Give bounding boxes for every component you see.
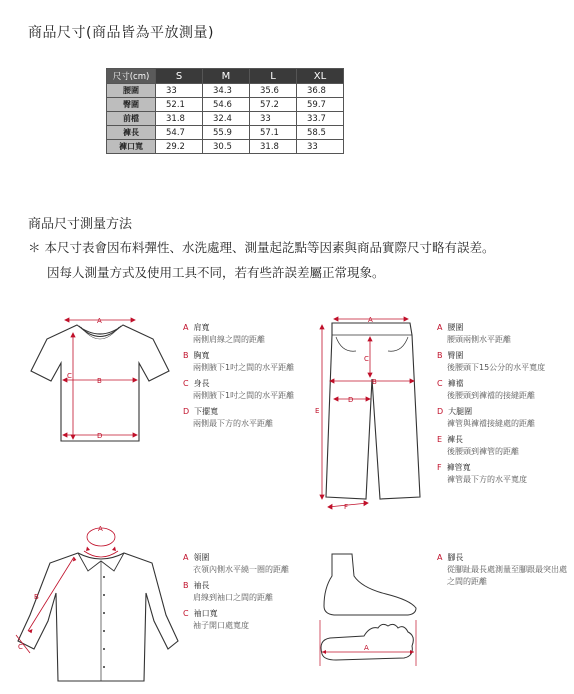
- table-cell: 33: [297, 140, 344, 154]
- row-label: 臀圍: [107, 98, 156, 112]
- foot-side-view: [324, 554, 416, 615]
- table-cell: 34.3: [203, 84, 250, 98]
- table-cell: 29.2: [156, 140, 203, 154]
- table-row: [107, 84, 344, 98]
- legend-item: C 褲襠 後腰頭到褲襠的接縫距離: [437, 379, 535, 400]
- table-cell: 54.6: [203, 98, 250, 112]
- mark-c: C: [67, 372, 72, 380]
- size-table-corner: 尺寸(cm): [107, 69, 156, 84]
- mark-b: B: [97, 377, 102, 385]
- table-row: [107, 126, 344, 140]
- shirt-diagram: [8, 515, 180, 685]
- mark-a: A: [98, 525, 103, 533]
- legend-item: A 肩寬 兩側肩線之間的距離: [183, 323, 265, 344]
- mark-c: C: [364, 355, 369, 363]
- mark-a: A: [364, 644, 369, 652]
- table-cell: 33.7: [297, 112, 344, 126]
- table-row: [107, 112, 344, 126]
- table-cell: 30.5: [203, 140, 250, 154]
- table-cell: 57.2: [250, 98, 297, 112]
- legend-item: C 袖口寬 袖子開口處寬度: [183, 609, 249, 630]
- size-col-l: L: [250, 69, 297, 84]
- table-row: [107, 140, 344, 154]
- legend-item: F 褲管寬 褲管最下方的水平寬度: [437, 463, 527, 484]
- table-cell: 31.8: [250, 140, 297, 154]
- method-title: 商品尺寸測量方法: [28, 217, 133, 232]
- shirt-legend: [183, 552, 289, 636]
- pants-outline: [326, 323, 420, 499]
- row-label: 腰圍: [107, 84, 156, 98]
- legend-item: A 腰圍 腰頭兩側水平距離: [437, 323, 511, 344]
- page-title: 商品尺寸(商品皆為平放測量): [28, 25, 214, 41]
- row-label: 前檔: [107, 112, 156, 126]
- table-cell: 33: [250, 112, 297, 126]
- tshirt-legend: [183, 322, 294, 434]
- mark-d: D: [97, 432, 103, 440]
- foot-top-view: [321, 624, 413, 660]
- mark-f: F: [344, 503, 349, 511]
- row-label: 褲口寬: [107, 140, 156, 154]
- pants-diagram: [312, 313, 427, 513]
- mark-b: B: [372, 378, 377, 386]
- table-cell: 35.6: [250, 84, 297, 98]
- size-col-xl: XL: [297, 69, 344, 84]
- legend-item: B 臀圍 後腰頭下15公分的水平寬度: [437, 351, 546, 372]
- legend-item: E 褲長 後腰頭到褲管的距離: [437, 435, 519, 456]
- mark-a: A: [368, 316, 373, 324]
- table-row: [107, 98, 344, 112]
- mark-a: A: [97, 317, 102, 325]
- foot-legend: [437, 552, 567, 592]
- table-cell: 52.1: [156, 98, 203, 112]
- mark-e: E: [315, 407, 320, 415]
- table-cell: 33: [156, 84, 203, 98]
- table-cell: 59.7: [297, 98, 344, 112]
- table-cell: 32.4: [203, 112, 250, 126]
- size-col-s: S: [156, 69, 203, 84]
- tshirt-diagram: [25, 313, 175, 448]
- size-col-m: M: [203, 69, 250, 84]
- table-cell: 58.5: [297, 126, 344, 140]
- mark-c: C: [18, 643, 23, 651]
- mark-d: D: [348, 396, 354, 404]
- table-cell: 57.1: [250, 126, 297, 140]
- mark-b: B: [34, 593, 39, 601]
- note-line-1: ＊ 本尺寸表會因布料彈性、水洗處理、測量起訖點等因素與商品實際尺寸略有誤差。: [28, 240, 495, 255]
- size-table-header: [107, 69, 344, 84]
- legend-item: A 腳長 從腳趾最長處測量至腳跟最突出處之間的距離: [437, 553, 567, 586]
- foot-diagram: [312, 548, 424, 673]
- table-cell: 54.7: [156, 126, 203, 140]
- legend-item: B 袖長 肩線到袖口之間的距離: [183, 581, 273, 602]
- row-label: 褲長: [107, 126, 156, 140]
- note-line-2: 因每人測量方式及使用工具不同，若有些許誤差屬正常現象。: [47, 265, 385, 280]
- legend-item: B 胸寬 兩側腋下1吋之間的水平距離: [183, 351, 295, 372]
- legend-item: C 身長 兩側腋下1吋之間的水平距離: [183, 379, 295, 400]
- legend-item: A 領圍 衣領內側水平繞一圈的距離: [183, 553, 289, 574]
- pants-legend: [437, 322, 545, 490]
- legend-item: D 下擺寬 兩側最下方的水平距離: [183, 407, 273, 428]
- table-cell: 55.9: [203, 126, 250, 140]
- table-cell: 36.8: [297, 84, 344, 98]
- legend-item: D 大腿圍 褲管與褲襠接縫處的距離: [437, 407, 535, 428]
- table-cell: 31.8: [156, 112, 203, 126]
- shirt-outline: [18, 553, 178, 681]
- size-table: [106, 68, 344, 154]
